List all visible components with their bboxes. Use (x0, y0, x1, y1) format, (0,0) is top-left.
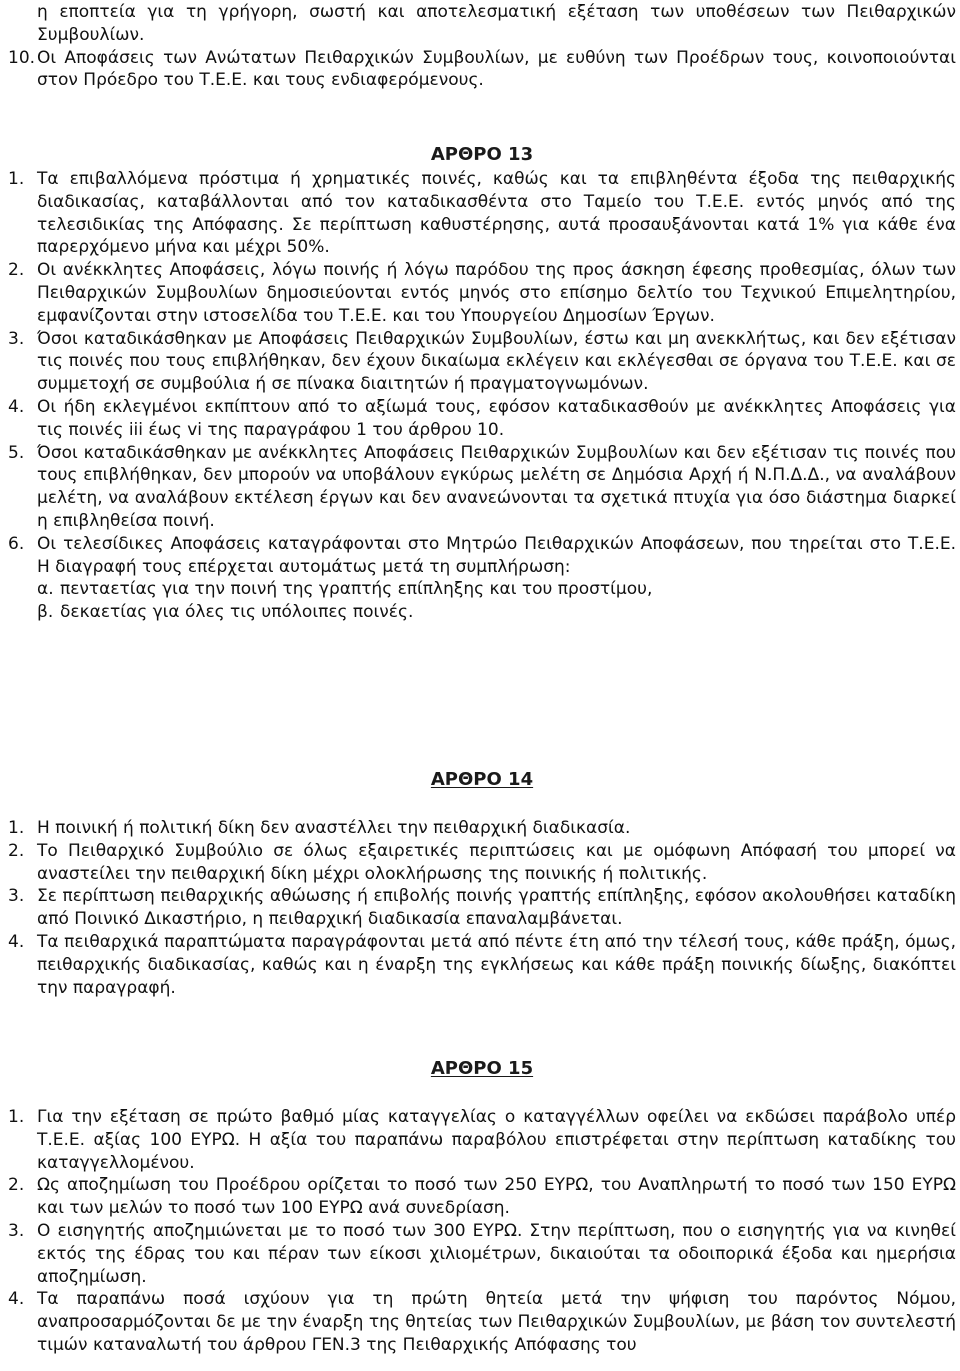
item-text: Τα πειθαρχικά παραπτώματα παραγράφονται μετά από πέντε έτη από την τέλεσή τους, κάθε πράξη, όμως, πειθαρχικής διαδικασίας, καθώς και η έναρξη της εγκλήσεως και κάθε πράξη ποινικής δίωξης, διακόπτει την παραγραφή. (37, 931, 956, 998)
list-item (8, 931, 956, 999)
list-item (8, 1106, 956, 1174)
item-text: Σε περίπτωση πειθαρχικής αθώωσης ή επιβολής ποινής γραπτής επίπληξης, εφόσον ακολουθήσει καταδίκη από Ποινικό Δικαστήριο, η πειθαρχική διαδικασία επαναλαμβάνεται. (37, 886, 956, 930)
sub-list-item (37, 601, 956, 624)
item-text: Τα επιβαλλόμενα πρόστιμα ή χρηματικές ποινές, καθώς και τα επιβληθέντα έξοδα της πειθαρχικής διαδικασίας, καταβάλλονται από τον καταδικασθέντα στο Ταμείο του Τ.Ε.Ε. εντός μηνός από της τελεσιδικίας της Απόφασης. Σε περίπτωση καθυστέρησης, αυτά προσαυξάνονται κατά 1% για κάθε ένα παρερχόμενο μήνα και μέχρι 50%. (37, 169, 956, 258)
list-item (8, 817, 956, 840)
article-heading-text: ΑΡΘΡΟ 15 (430, 1058, 534, 1079)
item-number: 1. (8, 818, 25, 838)
article-13-body (8, 168, 956, 624)
article-heading (8, 769, 956, 792)
item-number: 5. (8, 442, 25, 463)
sub-list-item (37, 578, 956, 601)
article-heading: ΑΡΘΡΟ 13 (430, 144, 534, 165)
item-number: 3. (8, 886, 25, 907)
list-item (8, 1220, 956, 1288)
list-item (8, 259, 956, 327)
article-14 (8, 769, 956, 792)
list-item (8, 47, 956, 93)
list-item (8, 1174, 956, 1220)
article-heading-text: ΑΡΘΡΟ 14 (430, 769, 534, 790)
item-text: Τα παραπάνω ποσά ισχύουν για τη πρώτη θητεία μετά την ψήφιση του παρόντος Νόμου, αναπροσαρμόζονται δε με την έναρξη της θητείας των Πειθαρχικών Συμβουλίων, με βάση τον συντελεστή τιμών καταναλωτή του άρθρου ΓΕΝ.3 της Πειθαρχικής Απόφασης του (37, 1289, 956, 1355)
list-item (8, 328, 956, 396)
item-text: Οι ανέκκλητες Αποφάσεις, λόγω ποινής ή λόγω παρόδου της προς άσκηση έφεσης προθεσμίας, όλων των Πειθαρχικών Συμβουλίων δημοσιεύονται εντός μηνός στο επίσημο δελτίο του Τεχνικού Επιμελητηρίου, εμφανίζονται στην ιστοσελίδα του Τ.Ε.Ε. και του Υπουργείου Δημοσίων Έργων. (37, 260, 956, 326)
previous-article-tail (8, 1, 956, 92)
item-number: 4. (8, 1289, 25, 1310)
item-text: Ο εισηγητής αποζημιώνεται με το ποσό των 300 ΕΥΡΩ. Στην περίπτωση, που ο εισηγητής για να κινηθεί εκτός της έδρας του και πέραν των είκοσι χιλιομέτρων, δικαιούται τα οδοιπορικά έξοδα και ημερήσια αποζημίωση. (37, 1220, 956, 1287)
sub-item-text: πενταετίας για την ποινή της γραπτής επίπληξης και του προστίμου, (60, 579, 653, 600)
article-13 (8, 144, 956, 167)
article-heading (8, 1058, 956, 1081)
item-text: Όσοι καταδικάσθηκαν με ανέκκλητες Αποφάσεις Πειθαρχικών Συμβουλίων και δεν εξέτισαν τις ποινές που τους επιβλήθηκαν, δεν μπορούν να υποβάλουν εγκύρως μελέτη σε Δημόσια Αρχή ή Ν.Π.Δ.Δ., να αναλάβουν μελέτη, να αναλάβουν εκτέλεση έργων και δεν ανανεώνονται τα σχετικά πτυχία για όσο διάστημα διαρκεί η επιβληθείσα ποινή. (37, 442, 956, 531)
article-14-body (8, 817, 956, 999)
item-text: Οι Αποφάσεις των Ανώτατων Πειθαρχικών Συμβουλίων, με ευθύνη των Προέδρων τους, κοινοποιούνται στον Πρόεδρο του Τ.Ε.Ε. και τους ενδιαφερόμενους. (37, 47, 956, 91)
article-15 (8, 1058, 956, 1081)
item-number: 3. (8, 328, 25, 349)
item-number: 10. (8, 47, 36, 68)
item-number: 1. (8, 1107, 25, 1127)
item-text: Οι ήδη εκλεγμένοι εκπίπτουν από το αξίωμά τους, εφόσον καταδικασθούν με ανέκκλητες Αποφάσεις για τις ποινές iii έως vi της παραγράφου 1 του άρθρου 10. (37, 396, 956, 440)
item-text: Για την εξέταση σε πρώτο βαθμό μίας καταγγελίας ο καταγγέλλων οφείλει να εκδώσει παράβολο υπέρ Τ.Ε.Ε. αξίας 100 ΕΥΡΩ. Η αξία του παραπάνω παραβόλου επιστρέφεται στην περίπτωση καταδίκης του καταγγελλομένου. (37, 1107, 956, 1173)
item-number: 2. (8, 840, 25, 861)
list-item (8, 885, 956, 931)
sub-item-text: δεκαετίας για όλες τις υπόλοιπες ποινές. (60, 602, 414, 623)
sub-item-letter: β. (37, 602, 54, 623)
list-item (8, 168, 956, 259)
list-item (8, 396, 956, 442)
sub-item-letter: α. (37, 579, 54, 600)
item-text: Το Πειθαρχικό Συμβούλιο σε όλως εξαιρετικές περιπτώσεις και με ομόφωνη Απόφασή του μπορεί να αναστείλει την πειθαρχική δίκη μέχρι ολοκλήρωσης της ποινικής ή πολιτικής. (37, 840, 956, 884)
item-number: 4. (8, 931, 25, 952)
item-number: 2. (8, 260, 25, 281)
item-text: Η ποινική ή πολιτική δίκη δεν αναστέλλει την πειθαρχική διαδικασία. (37, 818, 631, 838)
item-number: 6. (8, 533, 25, 554)
item-text: Οι τελεσίδικες Αποφάσεις καταγράφονται στο Μητρώο Πειθαρχικών Αποφάσεων, που τηρείται στο Τ.Ε.Ε. Η διαγραφή τους επέρχεται αυτομάτως μετά τη συμπλήρωση: (37, 533, 956, 577)
item-number: 1. (8, 169, 25, 189)
list-item (8, 1288, 956, 1356)
article-15-body (8, 1106, 956, 1357)
list-item (8, 840, 956, 886)
item-text: Όσοι καταδικάσθηκαν με Αποφάσεις Πειθαρχικών Συμβουλίων, έστω και μη ανεκκλήτως, και δεν εξέτισαν τις ποινές που τους επιβλήθηκαν, δεν έχουν δικαίωμα εκλέγειν και εκλέγεσθαι σε όργανα του Τ.Ε.Ε. και σε συμμετοχή σε συμβούλια ή σε πίνακα διαιτητών ή πραγματογνωμόνων. (37, 328, 956, 395)
item-text: Ως αποζημίωση του Προέδρου ορίζεται το ποσό των 250 ΕΥΡΩ, του Αναπληρωτή το ποσό των 150 ΕΥΡΩ και των μελών το ποσό των 100 ΕΥΡΩ ανά συνεδρίαση. (37, 1175, 956, 1219)
continuation-paragraph: η εποπτεία για τη γρήγορη, σωστή και αποτελεσματική εξέταση των υποθέσεων των Πειθαρχικών Συμβουλίων. (37, 2, 956, 45)
item-number: 3. (8, 1220, 25, 1241)
item-number: 2. (8, 1175, 25, 1196)
item-number: 4. (8, 396, 25, 417)
list-item (8, 533, 956, 579)
list-item (8, 442, 956, 533)
